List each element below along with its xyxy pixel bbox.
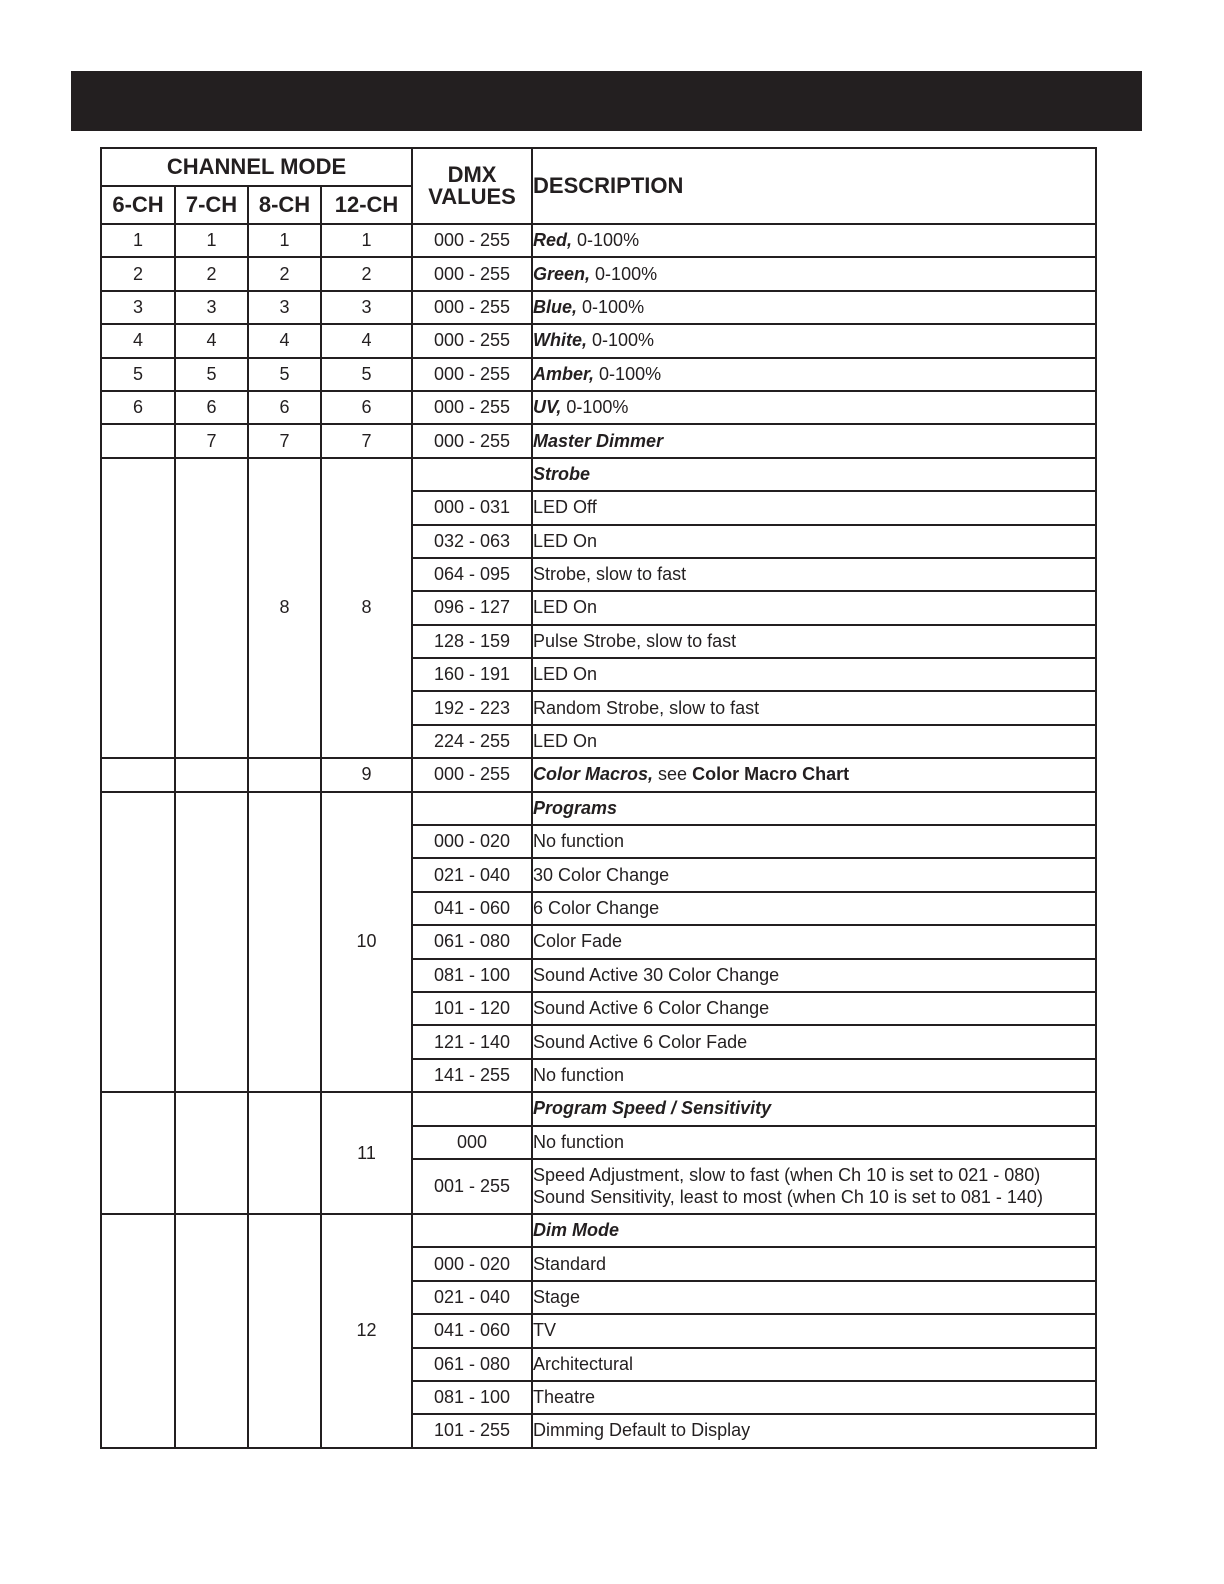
- mode-6ch-header: 6-CH: [101, 186, 175, 224]
- dmx-value-cell: 021 - 040: [412, 1281, 532, 1314]
- ch12-cell: 8: [321, 458, 412, 759]
- description-cell: Sound Active 30 Color Change: [532, 959, 1096, 992]
- dmx-value-cell: 000: [412, 1126, 532, 1159]
- section-header-bar: [71, 71, 1142, 131]
- ch6-cell: 6: [101, 391, 175, 424]
- ch7-cell: [175, 758, 248, 791]
- dmx-value-cell: 000 - 020: [412, 825, 532, 858]
- dmx-value-cell: 000 - 031: [412, 491, 532, 524]
- ch6-cell: 4: [101, 324, 175, 357]
- table-row: [101, 424, 1096, 457]
- description-cell: Strobe, slow to fast: [532, 558, 1096, 591]
- description-cell: LED Off: [532, 491, 1096, 524]
- ch8-cell: 6: [248, 391, 321, 424]
- ch8-cell: [248, 1092, 321, 1214]
- dmx-value-cell: 061 - 080: [412, 925, 532, 958]
- program-speed-title: Program Speed / Sensitivity: [532, 1092, 1096, 1125]
- dmx-value-cell: 041 - 060: [412, 1314, 532, 1347]
- description-cell: No function: [532, 1126, 1096, 1159]
- dmx-value-cell: [412, 1092, 532, 1125]
- dmx-channel-table: [100, 147, 1097, 1449]
- dmx-value-cell: 000 - 255: [412, 291, 532, 324]
- dmx-value-cell: 000 - 255: [412, 257, 532, 290]
- table-row: [101, 324, 1096, 357]
- description-cell: LED On: [532, 725, 1096, 758]
- description-cell: Color Macros, see Color Macro Chart: [532, 758, 1096, 791]
- mode-12ch-header: 12-CH: [321, 186, 412, 224]
- dmx-value-cell: 021 - 040: [412, 858, 532, 891]
- dmx-value-cell: 000 - 255: [412, 324, 532, 357]
- description-cell: Blue, 0-100%: [532, 291, 1096, 324]
- ch7-cell: [175, 458, 248, 759]
- description-cell: Random Strobe, slow to fast: [532, 691, 1096, 724]
- dmx-value-cell: 001 - 255: [412, 1159, 532, 1214]
- description-cell: LED On: [532, 591, 1096, 624]
- description-cell: Sound Active 6 Color Change: [532, 992, 1096, 1025]
- description-cell: Color Fade: [532, 925, 1096, 958]
- table-row: [101, 1214, 1096, 1247]
- dmx-value-cell: 000 - 020: [412, 1247, 532, 1280]
- dmx-value-cell: 000 - 255: [412, 758, 532, 791]
- ch12-cell: 5: [321, 358, 412, 391]
- dmx-value-cell: 000 - 255: [412, 358, 532, 391]
- ch7-cell: 3: [175, 291, 248, 324]
- table-row: [101, 758, 1096, 791]
- ch8-cell: 8: [248, 458, 321, 759]
- ch12-cell: 7: [321, 424, 412, 457]
- table-row: [101, 458, 1096, 491]
- description-header: DESCRIPTION: [532, 148, 1096, 224]
- dmx-value-cell: 032 - 063: [412, 525, 532, 558]
- ch7-cell: 1: [175, 224, 248, 257]
- mode-8ch-header: 8-CH: [248, 186, 321, 224]
- dmx-value-cell: 101 - 120: [412, 992, 532, 1025]
- ch6-cell: [101, 792, 175, 1093]
- description-cell: UV, 0-100%: [532, 391, 1096, 424]
- ch6-cell: [101, 1092, 175, 1214]
- dmx-value-cell: 141 - 255: [412, 1059, 532, 1092]
- table-row: [101, 224, 1096, 257]
- ch8-cell: 1: [248, 224, 321, 257]
- ch6-cell: [101, 424, 175, 457]
- ch7-cell: [175, 792, 248, 1093]
- dmx-value-cell: 000 - 255: [412, 224, 532, 257]
- dmx-value-cell: 224 - 255: [412, 725, 532, 758]
- ch7-cell: 2: [175, 257, 248, 290]
- ch12-cell: 2: [321, 257, 412, 290]
- strobe-title: Strobe: [532, 458, 1096, 491]
- ch8-cell: 2: [248, 257, 321, 290]
- dmx-value-cell: 128 - 159: [412, 625, 532, 658]
- ch7-cell: [175, 1092, 248, 1214]
- mode-7ch-header: 7-CH: [175, 186, 248, 224]
- table-row: [101, 391, 1096, 424]
- ch8-cell: [248, 1214, 321, 1448]
- description-cell: Speed Adjustment, slow to fast (when Ch 10 is set to 021 - 080) Sound Sensitivity, least to most (when Ch 10 is set to 081 - 140): [532, 1159, 1096, 1214]
- description-cell: No function: [532, 825, 1096, 858]
- description-cell: 30 Color Change: [532, 858, 1096, 891]
- dmx-value-cell: 064 - 095: [412, 558, 532, 591]
- dmx-value-cell: 000 - 255: [412, 424, 532, 457]
- dmx-value-cell: 192 - 223: [412, 691, 532, 724]
- dmx-value-cell: 041 - 060: [412, 892, 532, 925]
- channel-mode-header: CHANNEL MODE: [101, 148, 412, 186]
- ch12-cell: 10: [321, 792, 412, 1093]
- ch12-cell: 4: [321, 324, 412, 357]
- description-cell: Dimming Default to Display: [532, 1414, 1096, 1447]
- description-cell: 6 Color Change: [532, 892, 1096, 925]
- dmx-value-cell: 096 - 127: [412, 591, 532, 624]
- ch8-cell: 4: [248, 324, 321, 357]
- ch12-cell: 9: [321, 758, 412, 791]
- description-cell: Theatre: [532, 1381, 1096, 1414]
- ch6-cell: 1: [101, 224, 175, 257]
- description-cell: LED On: [532, 525, 1096, 558]
- dmx-value-cell: 121 - 140: [412, 1025, 532, 1058]
- description-cell: LED On: [532, 658, 1096, 691]
- dim-mode-title: Dim Mode: [532, 1214, 1096, 1247]
- ch6-cell: 2: [101, 257, 175, 290]
- ch8-cell: 5: [248, 358, 321, 391]
- dmx-value-cell: [412, 792, 532, 825]
- ch6-cell: 5: [101, 358, 175, 391]
- ch12-cell: 6: [321, 391, 412, 424]
- ch7-cell: [175, 1214, 248, 1448]
- ch8-cell: [248, 792, 321, 1093]
- ch8-cell: 3: [248, 291, 321, 324]
- dmx-value-cell: [412, 458, 532, 491]
- table-row: [101, 257, 1096, 290]
- ch12-cell: 11: [321, 1092, 412, 1214]
- table-row: [101, 792, 1096, 825]
- dmx-value-cell: 101 - 255: [412, 1414, 532, 1447]
- description-cell: Red, 0-100%: [532, 224, 1096, 257]
- dmx-value-cell: 160 - 191: [412, 658, 532, 691]
- description-cell: Amber, 0-100%: [532, 358, 1096, 391]
- description-cell: Stage: [532, 1281, 1096, 1314]
- description-cell: Pulse Strobe, slow to fast: [532, 625, 1096, 658]
- description-cell: TV: [532, 1314, 1096, 1347]
- programs-title: Programs: [532, 792, 1096, 825]
- dmx-value-cell: 081 - 100: [412, 959, 532, 992]
- ch7-cell: 6: [175, 391, 248, 424]
- ch8-cell: 7: [248, 424, 321, 457]
- ch6-cell: 3: [101, 291, 175, 324]
- description-cell: No function: [532, 1059, 1096, 1092]
- description-cell: Master Dimmer: [532, 424, 1096, 457]
- ch7-cell: 5: [175, 358, 248, 391]
- dmx-value-cell: [412, 1214, 532, 1247]
- table-row: [101, 291, 1096, 324]
- description-cell: Standard: [532, 1247, 1096, 1280]
- ch6-cell: [101, 458, 175, 759]
- dmx-value-cell: 061 - 080: [412, 1348, 532, 1381]
- table-row: [101, 1092, 1096, 1125]
- description-cell: Sound Active 6 Color Fade: [532, 1025, 1096, 1058]
- ch8-cell: [248, 758, 321, 791]
- ch12-cell: 1: [321, 224, 412, 257]
- ch7-cell: 4: [175, 324, 248, 357]
- dmx-values-header: DMX VALUES: [412, 148, 532, 224]
- description-cell: White, 0-100%: [532, 324, 1096, 357]
- ch6-cell: [101, 758, 175, 791]
- ch6-cell: [101, 1214, 175, 1448]
- table-row: [101, 358, 1096, 391]
- dmx-value-cell: 081 - 100: [412, 1381, 532, 1414]
- description-cell: Architectural: [532, 1348, 1096, 1381]
- description-cell: Green, 0-100%: [532, 257, 1096, 290]
- ch12-cell: 12: [321, 1214, 412, 1448]
- ch7-cell: 7: [175, 424, 248, 457]
- dmx-value-cell: 000 - 255: [412, 391, 532, 424]
- ch12-cell: 3: [321, 291, 412, 324]
